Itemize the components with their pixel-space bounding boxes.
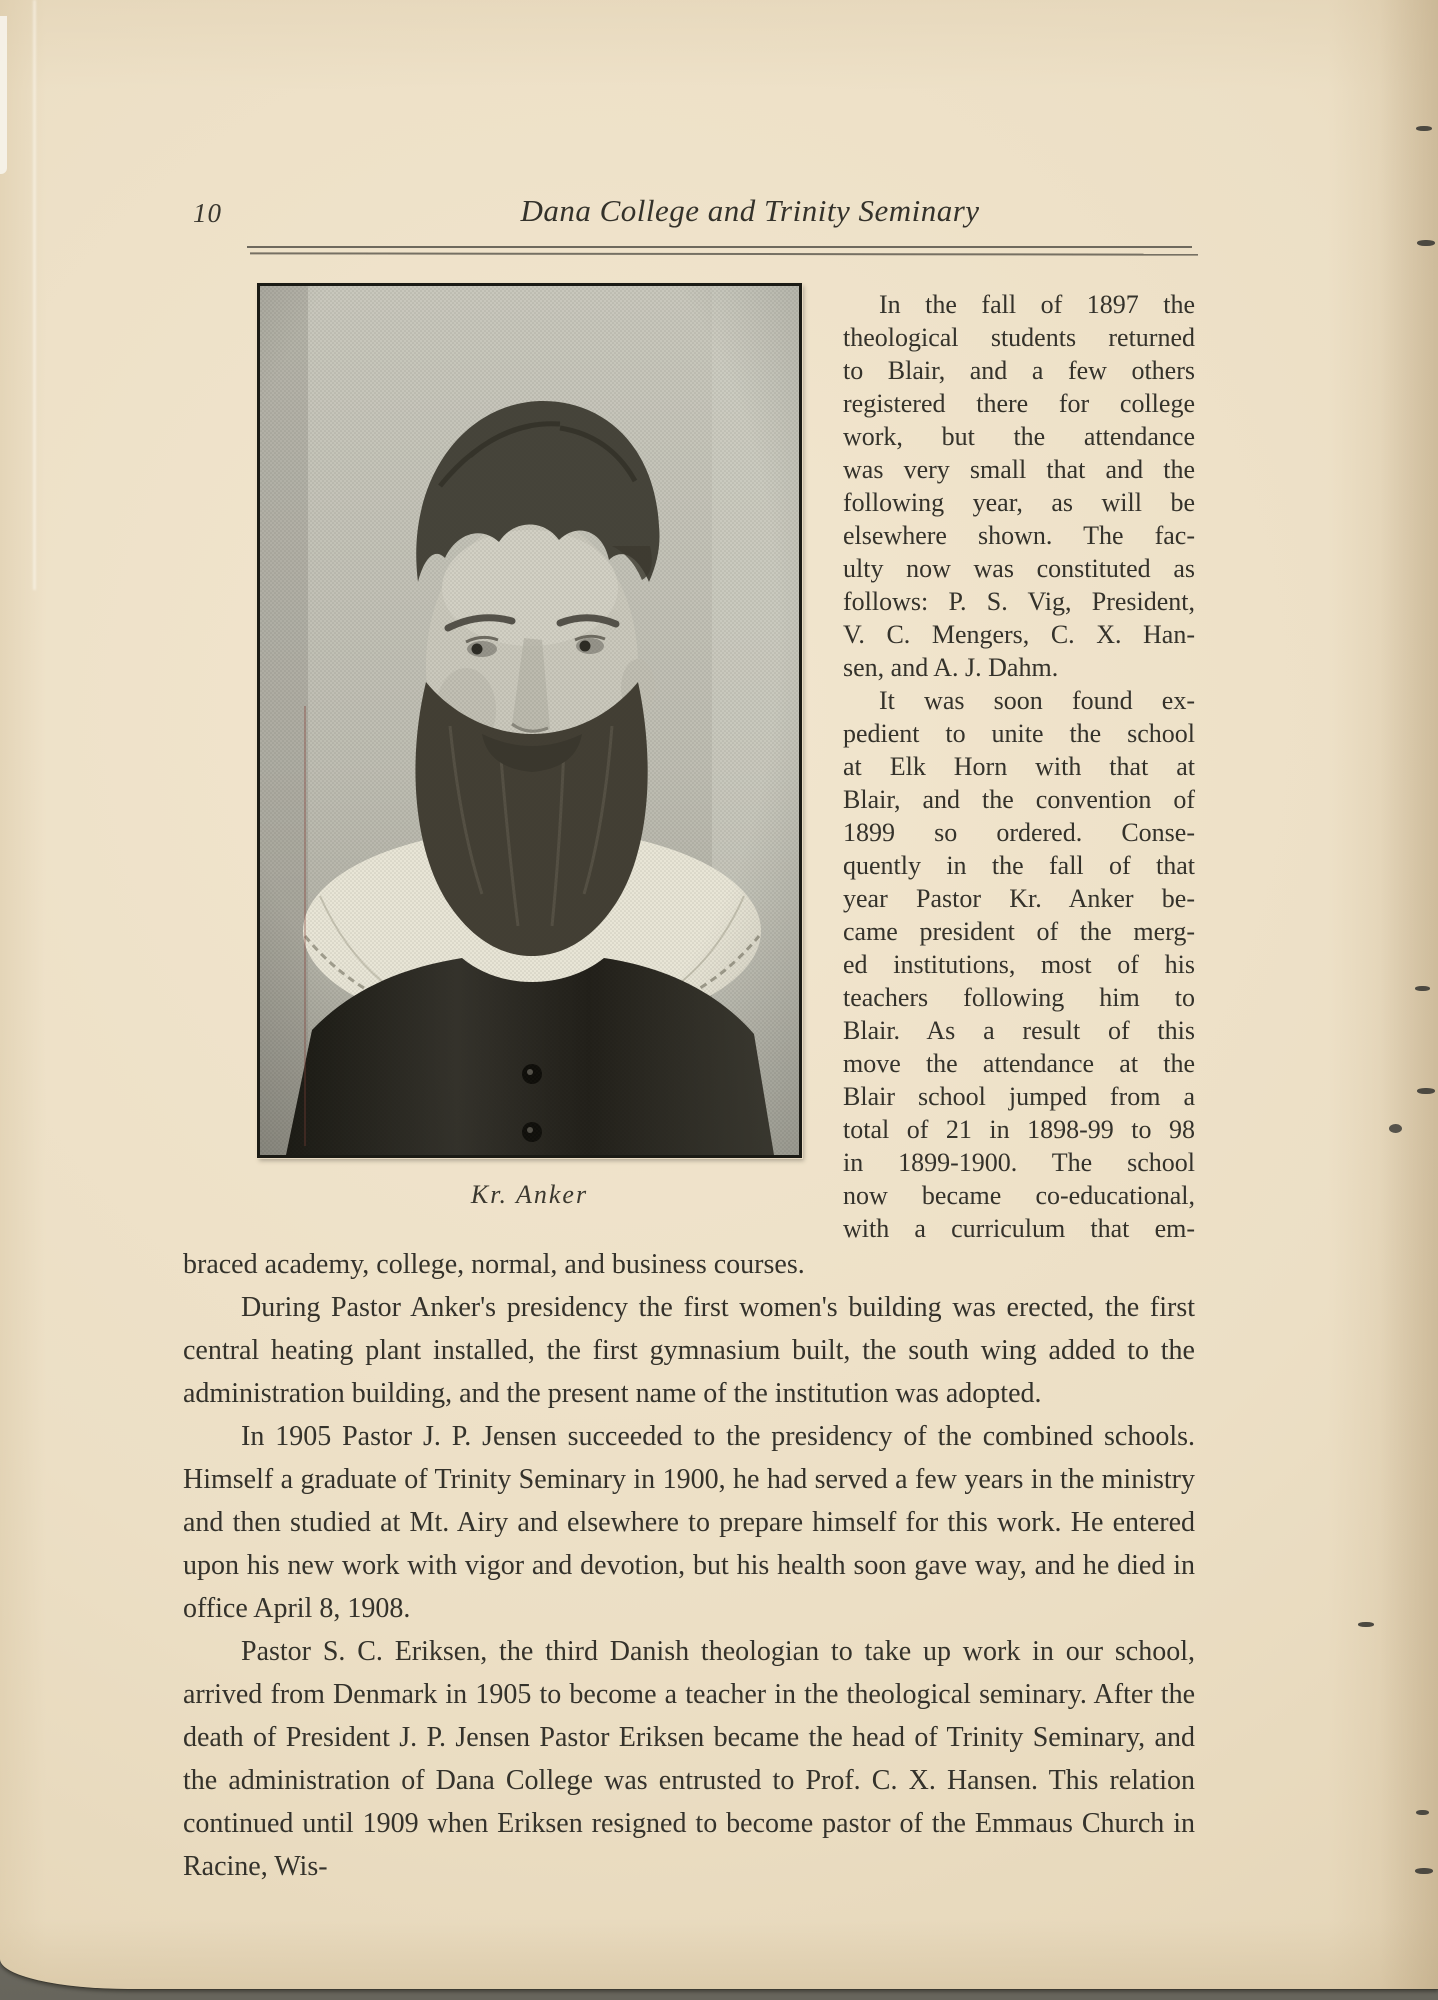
corner-artifact (0, 16, 7, 174)
body-text (183, 1243, 1195, 1888)
column-line: came president of the merg- (843, 917, 1195, 946)
body-paragraph: braced academy, college, normal, and business courses. (183, 1249, 805, 1280)
body-paragraph: During Pastor Anker's presidency the first women's building was erected, the first central heating plant installed, the first gymnasium built, the south wing added to the administration building, and the present name of the institution was adopted. (183, 1292, 1195, 1409)
column-line: work, but the attendance (843, 422, 1195, 451)
column-line: year Pastor Kr. Anker be- (843, 884, 1195, 913)
scan-crease (33, 0, 36, 590)
column-line: sen, and A. J. Dahm. (843, 653, 1059, 682)
column-line: registered there for college (843, 389, 1195, 418)
column-line: pedient to unite the school (843, 719, 1195, 748)
column-line: to Blair, and a few others (843, 356, 1195, 385)
portrait-of-kr-anker-image (260, 286, 799, 1155)
column-line: Blair school jumped from a (843, 1082, 1195, 1111)
column-line: in 1899-1900. The school (843, 1148, 1195, 1177)
column-line: at Elk Horn with that at (843, 752, 1195, 781)
page-number: 10 (193, 198, 222, 228)
column-line: 1899 so ordered. Conse- (843, 818, 1195, 847)
page-edge-mark (1416, 1810, 1429, 1815)
column-line: ed institutions, most of his (843, 950, 1195, 979)
column-line: quently in the fall of that (843, 851, 1195, 880)
column-line: It was soon found ex- (879, 686, 1195, 715)
body-paragraph: In 1905 Pastor J. P. Jensen succeeded to the presidency of the combined schools. Himself a graduate of Trinity Seminary in 1900, he had served a few years in the ministry and then studied at Mt. Airy and elsewhere to prepare himself for this work. He entered upon his new work with vigor and devotion, but his health soon gave way, and he died in office April 8, 1908. (183, 1421, 1195, 1624)
column-line: V. C. Mengers, C. X. Han- (843, 620, 1195, 649)
column-line: ulty now was constituted as (843, 554, 1195, 583)
column-line: move the attendance at the (843, 1049, 1195, 1078)
photo-caption: Kr. Anker (470, 1180, 589, 1209)
column-line: follows: P. S. Vig, President, (843, 587, 1195, 616)
right-column (843, 288, 1195, 1245)
body-paragraph: Pastor S. C. Eriksen, the third Danish theologian to take up work in our school, arrived from Denmark in 1905 to become a teacher in the theological seminary. After the death of President J. P. Jensen Pastor Eriksen became the head of Trinity Seminary, and the administration of Dana College was entrusted to Prof. C. X. Hansen. This relation continued until 1909 when Eriksen resigned to become pastor of the Emmaus Church in Racine, Wis- (183, 1636, 1195, 1882)
column-line: was very small that and the (843, 455, 1195, 484)
header-rule-top (247, 246, 1192, 248)
page-edge-mark (1417, 1088, 1435, 1094)
column-line: elsewhere shown. The fac- (843, 521, 1195, 550)
page-edge-mark (1417, 240, 1435, 246)
column-line: teachers following him to (843, 983, 1195, 1012)
page-edge-mark (1415, 1868, 1433, 1874)
header-rule-bottom (250, 252, 1198, 255)
column-line: theological students returned (843, 323, 1195, 352)
page-edge-mark (1389, 1124, 1402, 1133)
column-line: now became co-educational, (843, 1181, 1195, 1210)
page-edge-shading (1380, 0, 1438, 1989)
column-line: Blair. As a result of this (843, 1016, 1195, 1045)
column-line: total of 21 in 1898-99 to 98 (843, 1115, 1195, 1144)
column-line: with a curriculum that em- (843, 1214, 1195, 1243)
portrait-photo (257, 283, 802, 1158)
column-line: following year, as will be (843, 488, 1195, 517)
column-line: In the fall of 1897 the (879, 290, 1195, 319)
page-edge-mark (1415, 986, 1430, 991)
running-title: Dana College and Trinity Seminary (520, 193, 980, 228)
page-edge-mark (1416, 126, 1432, 131)
column-line: Blair, and the convention of (843, 785, 1195, 814)
page-edge-mark (1358, 1622, 1374, 1627)
